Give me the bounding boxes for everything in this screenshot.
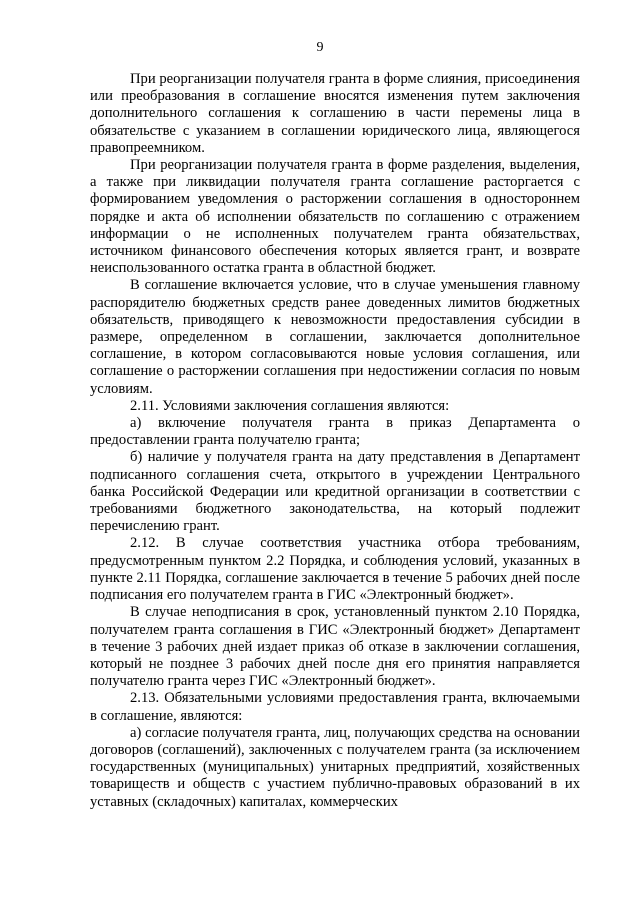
paragraph-2-11-b: б) наличие у получателя гранта на дату представления в Департамент подписанного соглашения счета, открытого в учреждении Центрального банка Российской Федерации или кредитной организации в соответствии с требованиями бюджетного законодательства, на который подлежит перечислению грант. xyxy=(90,449,580,535)
page-number: 9 xyxy=(316,40,324,55)
paragraph-2-12-nonsigning: В случае неподписания в срок, установленный пунктом 2.10 Порядка, получателем гранта соглашения в ГИС «Электронный бюджет» Департамент в течение 3 рабочих дней издает приказ об отказе в заключении соглашения, который не позднее 3 рабочих дней после дня его принятия направляется получателю гранта через ГИС «Электронный бюджет». xyxy=(90,604,580,690)
paragraph-reorganization-division: При реорганизации получателя гранта в форме разделения, выделения, а также при ликвидации получателя гранта соглашение расторгается с формированием уведомления о расторжении соглашения в одностороннем порядке и акта об исполнении обязательств по соглашению с отражением информации о не исполненных получателем гранта обязательствах, источником финансового обеспечения которых является грант, и возврате неиспользованного остатка гранта в областной бюджет. xyxy=(90,157,580,277)
paragraph-2-13-a: а) согласие получателя гранта, лиц, получающих средства на основании договоров (соглашений), заключенных с получателем гранта (за исключением государственных (муниципальных) унитарных предприятий, хозяйственных товариществ и обществ с участием публично-правовых образований в их уставных (складочных) капиталах, коммерческих xyxy=(90,724,580,810)
paragraph-2-13-heading: 2.13. Обязательными условиями предоставления гранта, включаемыми в соглашение, являются: xyxy=(90,690,580,724)
document-body xyxy=(90,71,580,811)
paragraph-2-11-a: а) включение получателя гранта в приказ Департамента о предоставлении гранта получателю гранта; xyxy=(90,415,580,449)
paragraph-2-12: 2.12. В случае соответствия участника отбора требованиям, предусмотренным пунктом 2.2 Порядка, и соблюдения условий, указанных в пункте 2.11 Порядка, соглашение заключается в течение 5 рабочих дней после подписания его получателем гранта в ГИС «Электронный бюджет». xyxy=(90,535,580,604)
paragraph-limits-reduction: В соглашение включается условие, что в случае уменьшения главному распорядителю бюджетных средств ранее доведенных лимитов бюджетных обязательств, приводящего к невозможности предоставления субсидии в размере, определенном в соглашении, заключается дополнительное соглашение, в котором согласовываются новые условия соглашения, или соглашение о расторжении соглашения при недостижении согласия по новым условиям. xyxy=(90,277,580,397)
paragraph-reorganization-merger: При реорганизации получателя гранта в форме слияния, присоединения или преобразования в соглашение вносятся изменения путем заключения дополнительного соглашения к соглашению в части перемены лица в обязательстве с указанием в соглашении юридического лица, являющегося правопреемником. xyxy=(90,71,580,156)
paragraph-2-11-heading: 2.11. Условиями заключения соглашения являются: xyxy=(130,397,450,414)
